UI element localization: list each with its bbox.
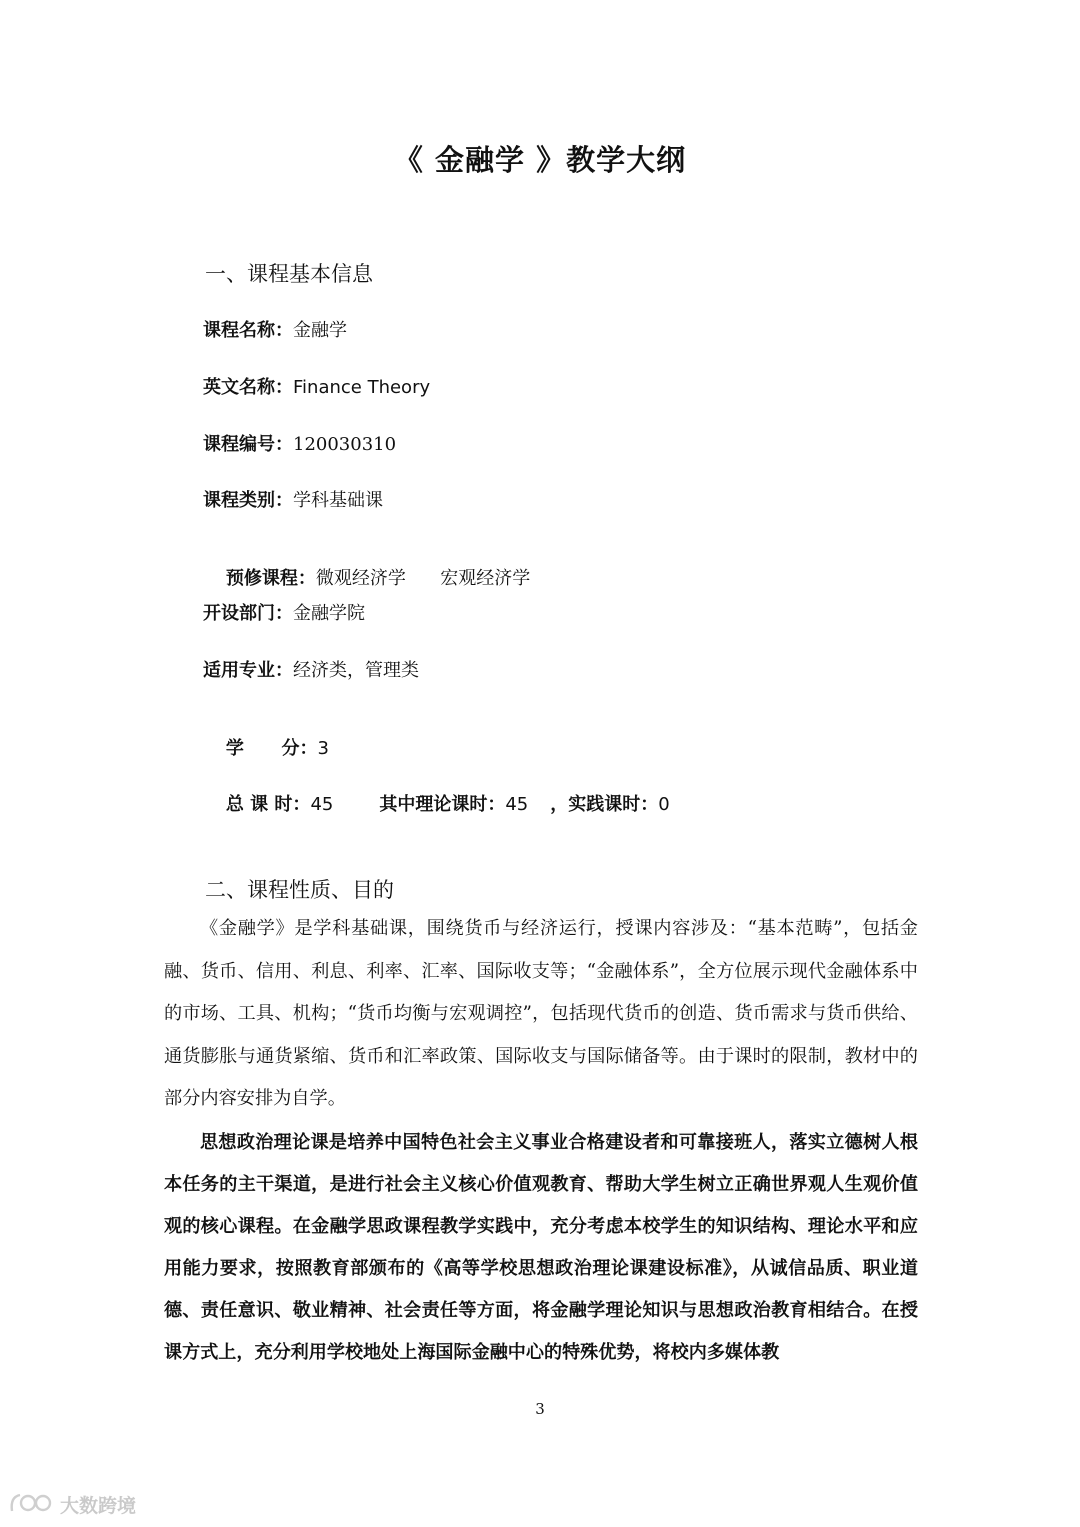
paragraph-course-description: 《金融学》是学科基础课，围绕货币与经济运行，授课内容涉及：“基本范畴”，包括金融、货币、信用、利息、利率、汇率、国际收支等；“金融体系”，全方位展示现代金融体系中的市场、工具、机构；“货币均衡与宏观调控”，包括现代货币的创造、货币需求与货币供给、通货膨胀与通货紧缩、货币和汇率政策、国际收支与国际储备等。由于课时的限制，教材中的部分内容安排为自学。: [164, 918, 918, 1109]
page-number: 3: [535, 1400, 545, 1418]
hours-practice: 0: [658, 794, 670, 815]
info-value: 120030310: [293, 434, 397, 455]
paragraph-ideological-education: 思想政治理论课是培养中国特色社会主义事业合格建设者和可靠接班人，落实立德树人根本任务的主干渠道，是进行社会主义核心价值观教育、帮助大学生树立正确世界观人生观价值观的核心课程。在金融学思政课程教学实践中，充分考虑本校学生的知识结构、理论水平和应用能力要求，按照教育部颁布的《高等学校思想政治理论课建设标准》，从诚信品质、职业道德、责任意识、敬业精神、社会责任等方面，将金融学理论知识与思想政治教育相结合。在授课方式上，充分利用学校地处上海国际金融中心的特殊优势，将校内多媒体教: [164, 1132, 918, 1363]
section-heading-basic-info: 一、课程基本信息: [205, 262, 373, 286]
hours-practice-label: ，实践课时：: [550, 794, 659, 815]
info-row-applicable-majors: [203, 656, 419, 682]
info-label: 课程类别：: [203, 490, 293, 511]
hours-theory: 45: [505, 794, 529, 815]
info-value: Finance Theory: [293, 377, 431, 398]
logo-icon: [8, 1491, 54, 1517]
hours-theory-label: 其中理论课时：: [379, 794, 506, 815]
section-heading-nature-purpose: 二、课程性质、目的: [205, 878, 394, 902]
info-value: 学科基础课: [293, 490, 383, 511]
info-row-course-code: [203, 430, 396, 456]
info-label: 适用专业：: [203, 660, 293, 681]
info-value: 经济类，管理类: [293, 660, 419, 681]
info-label: 总 课 时：: [225, 794, 311, 815]
info-value: 金融学院: [293, 603, 365, 624]
watermark: [8, 1488, 136, 1520]
info-value: 金融学: [293, 320, 347, 341]
info-label: 课程编号：: [203, 434, 293, 455]
info-label: 英文名称：: [203, 377, 293, 398]
info-label: 预修课程：: [225, 568, 316, 589]
info-row-english-name: [203, 373, 430, 399]
info-row-hours: [203, 769, 670, 837]
info-row-course-category: [203, 486, 383, 512]
watermark-text: 大数跨境: [60, 1494, 137, 1517]
info-label: 开设部门：: [203, 603, 293, 624]
info-row-department: [203, 599, 365, 625]
info-value: 微观经济学 宏观经济学: [315, 568, 531, 589]
info-label: 课程名称：: [203, 320, 293, 341]
document-title: 《 金融学 》教学大纲: [393, 143, 687, 177]
info-value: 3: [317, 738, 329, 759]
info-row-course-name: [203, 316, 347, 342]
info-label: 学 分：: [225, 738, 318, 759]
hours-total: 45: [310, 794, 334, 815]
